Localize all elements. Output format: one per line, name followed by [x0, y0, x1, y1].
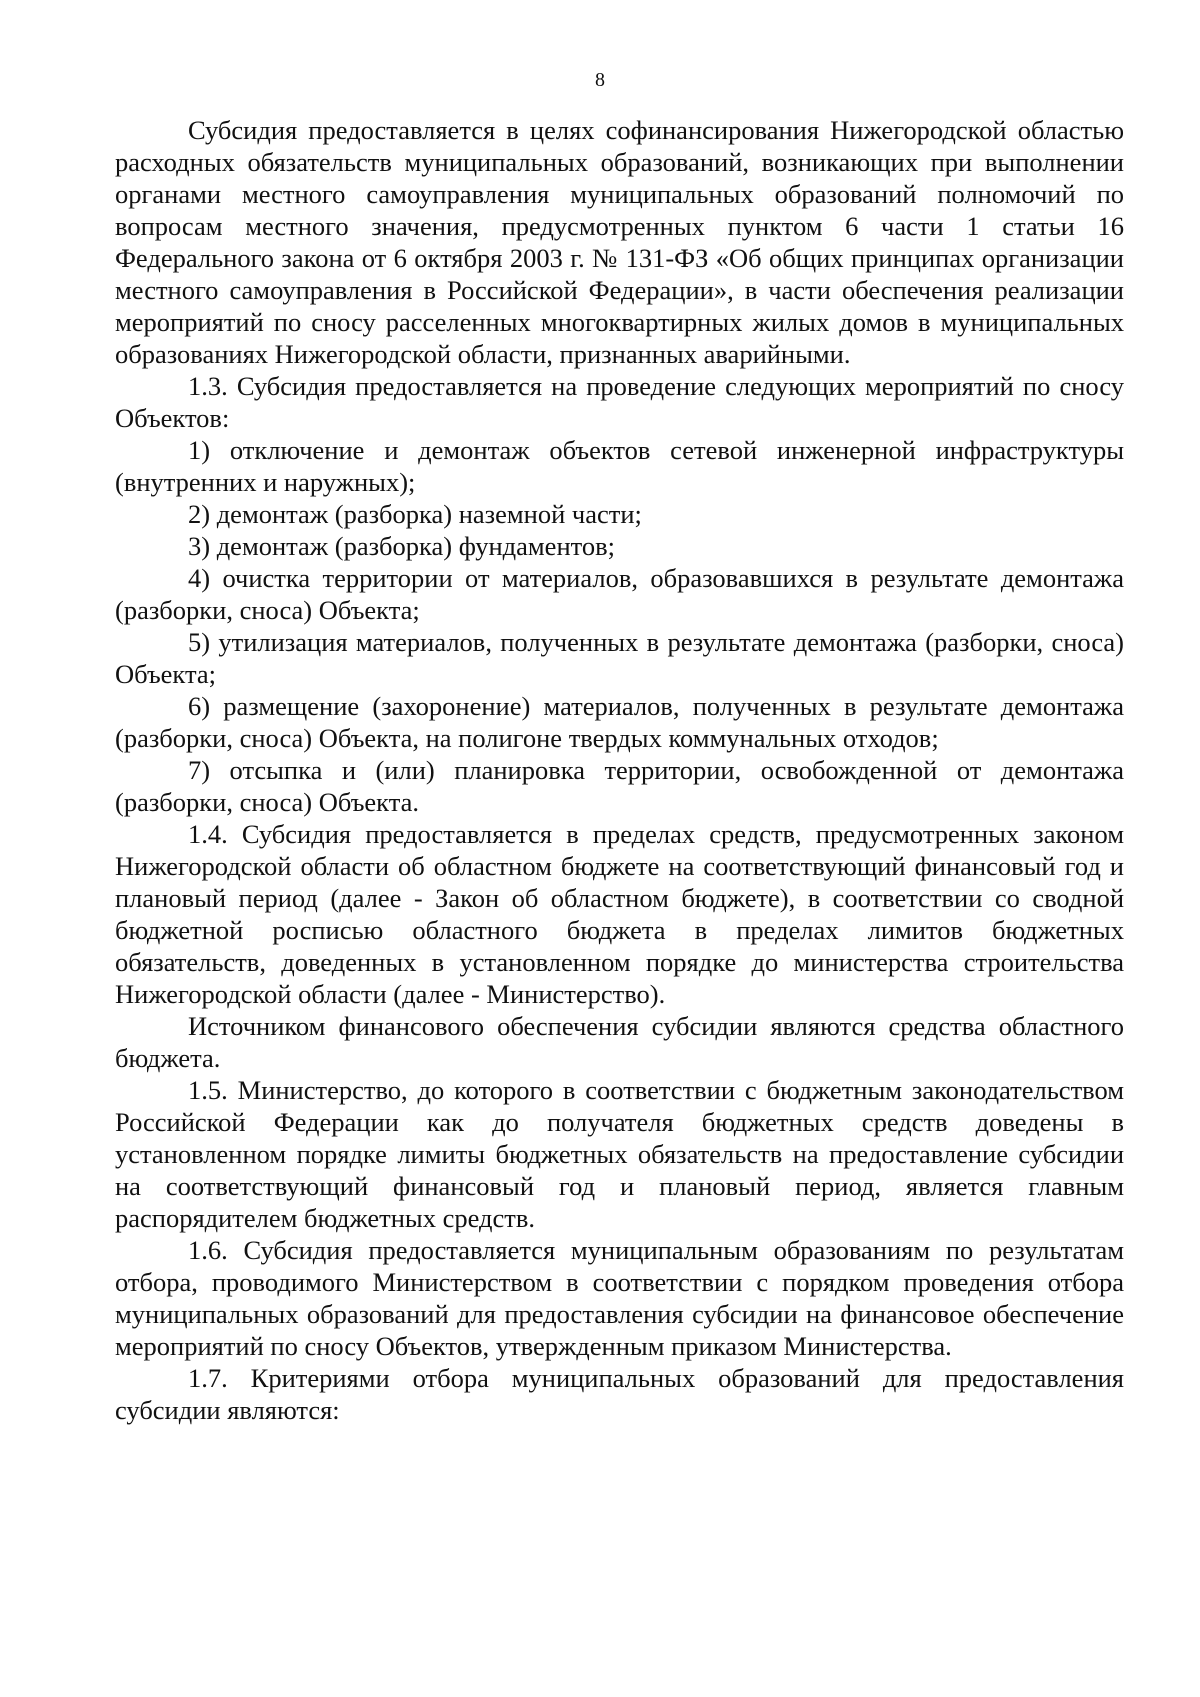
- list-item-2: 2) демонтаж (разборка) наземной части;: [188, 499, 642, 529]
- list-item-5: 5) утилизация материалов, полученных в результате демонтажа (разборки, сноса) Объекта;: [115, 627, 1124, 689]
- paragraph-funding-source: Источником финансового обеспечения субсидии являются средства областного бюджета.: [115, 1011, 1124, 1073]
- list-item-7: 7) отсыпка и (или) планировка территории, освобожденной от демонтажа (разборки, сноса) Объекта.: [115, 755, 1124, 817]
- list-item-3: 3) демонтаж (разборка) фундаментов;: [188, 531, 615, 561]
- paragraph-subsidy-purpose: Субсидия предоставляется в целях софинансирования Нижегородской областью расходных обязательств муниципальных образований, возникающих при выполнении органами местного самоуправления муниципальных образований полномочий по вопросам местного значения, предусмотренных пунктом 6 части 1 статьи 16 Федерального закона от 6 октября 2003 г. № 131-ФЗ «Об общих принципах организации местного самоуправления в Российской Федерации», в части обеспечения реализации мероприятий по сносу расселенных многоквартирных жилых домов в муниципальных образованиях Нижегородской области, признанных аварийными.: [115, 115, 1124, 369]
- list-item-6: 6) размещение (захоронение) материалов, полученных в результате демонтажа (разборки, сноса) Объекта, на полигоне твердых коммунальных отходов;: [115, 691, 1124, 753]
- document-body: [115, 114, 1124, 1426]
- paragraph-1-3: 1.3. Субсидия предоставляется на проведение следующих мероприятий по сносу Объектов:: [115, 371, 1124, 433]
- paragraph-1-6: 1.6. Субсидия предоставляется муниципальным образованиям по результатам отбора, проводимого Министерством в соответствии с порядком проведения отбора муниципальных образований для предоставления субсидии на финансовое обеспечение мероприятий по сносу Объектов, утвержденным приказом Министерства.: [115, 1235, 1124, 1361]
- page-number: 8: [595, 69, 605, 91]
- list-item-4: 4) очистка территории от материалов, образовавшихся в результате демонтажа (разборки, сноса) Объекта;: [115, 563, 1124, 625]
- paragraph-1-4: 1.4. Субсидия предоставляется в пределах средств, предусмотренных законом Нижегородской области об областном бюджете на соответствующий финансовый год и плановый период (далее - Закон об областном бюджете), в соответствии со сводной бюджетной росписью областного бюджета в пределах лимитов бюджетных обязательств, доведенных в установленном порядке до министерства строительства Нижегородской области (далее - Министерство).: [115, 819, 1124, 1009]
- paragraph-1-7: 1.7. Критериями отбора муниципальных образований для предоставления субсидии являются:: [115, 1363, 1124, 1425]
- paragraph-1-5: 1.5. Министерство, до которого в соответствии с бюджетным законодательством Российской Федерации как до получателя бюджетных средств доведены в установленном порядке лимиты бюджетных обязательств на предоставление субсидии на соответствующий финансовый год и плановый период, является главным распорядителем бюджетных средств.: [115, 1075, 1124, 1233]
- list-item-1: 1) отключение и демонтаж объектов сетевой инженерной инфраструктуры (внутренних и наружных);: [115, 435, 1124, 497]
